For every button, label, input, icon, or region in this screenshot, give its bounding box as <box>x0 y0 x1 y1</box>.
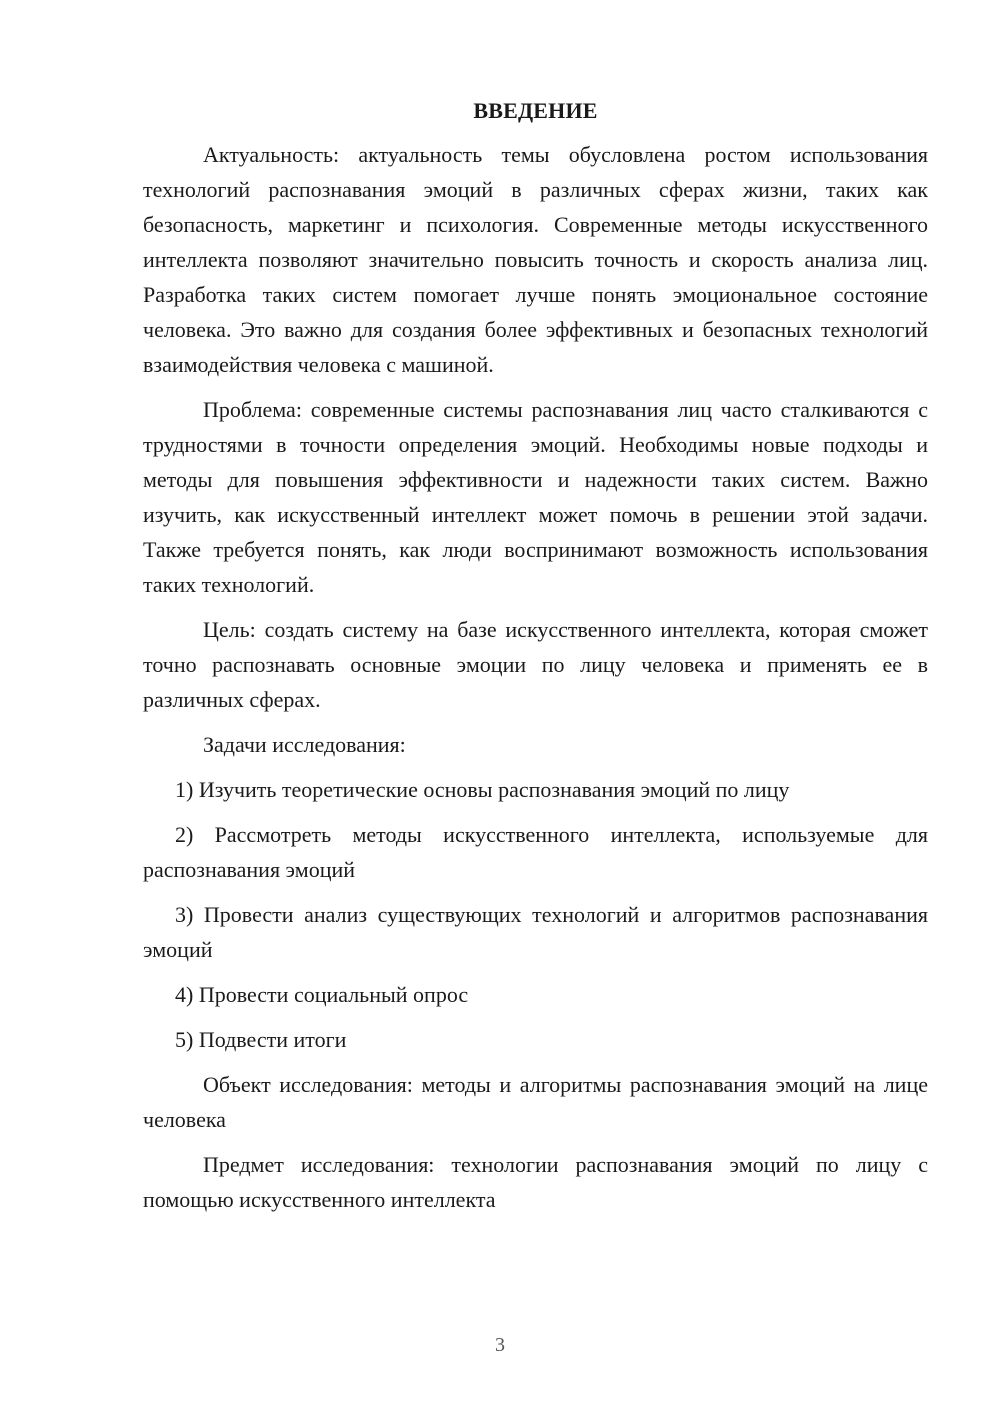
task-item-2: 2) Рассмотреть методы искусственного интеллекта, используемые для распознавания эмоций <box>143 822 928 882</box>
tasks-heading: Задачи исследования: <box>203 732 406 757</box>
paragraph-subject: Предмет исследования: технологии распознавания эмоций по лицу с помощью искусственного интеллекта <box>143 1152 928 1212</box>
paragraph-object: Объект исследования: методы и алгоритмы распознавания эмоций на лице человека <box>143 1072 928 1132</box>
task-item-4: 4) Провести социальный опрос <box>175 982 469 1007</box>
paragraph-goal: Цель: создать систему на базе искусственного интеллекта, которая сможет точно распознавать основные эмоции по лицу человека и применять ее в различных сферах. <box>143 617 928 712</box>
section-title: ВВЕДЕНИЕ <box>473 98 598 123</box>
page-number: 3 <box>495 1334 505 1356</box>
paragraph-relevance: Актуальность: актуальность темы обусловлена ростом использования технологий распознавания эмоций в различных сферах жизни, таких как безопасность, маркетинг и психология. Современные методы искусственного интеллекта позволяют значительно повысить точность и скорость анализа лиц. Разработка таких систем помогает лучше понять эмоциональное состояние человека. Это важно для создания более эффективных и безопасных технологий взаимодействия человека с машиной. <box>143 142 928 377</box>
paragraph-problem: Проблема: современные системы распознавания лиц часто сталкиваются с трудностями в точности определения эмоций. Необходимы новые подходы и методы для повышения эффективности и надежности таких систем. Важно изучить, как искусственный интеллект может помочь в решении этой задачи. Также требуется понять, как люди воспринимают возможность использования таких технологий. <box>143 397 928 597</box>
document-page <box>143 96 928 1227</box>
task-item-1: 1) Изучить теоретические основы распознавания эмоций по лицу <box>175 777 790 802</box>
task-item-5: 5) Подвести итоги <box>175 1027 347 1052</box>
task-item-3: 3) Провести анализ существующих технологий и алгоритмов распознавания эмоций <box>143 902 928 962</box>
